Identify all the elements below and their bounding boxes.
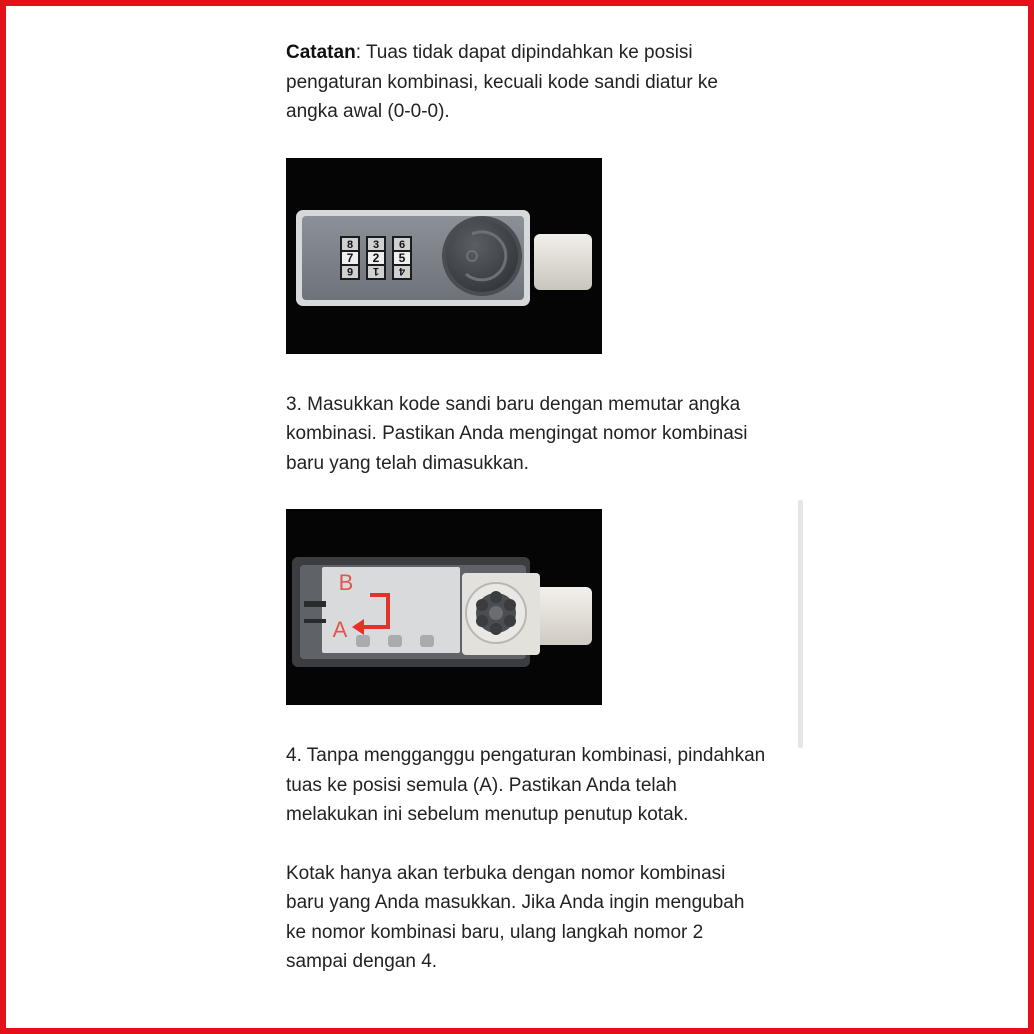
note-text: : Tuas tidak dapat dipindahkan ke posisi pengaturan kombinasi, kecuali kode sandi diatur ke angka awal (0-0-0). <box>286 42 718 122</box>
dial-3-top-digit: 6 <box>398 238 406 251</box>
latch-bolt <box>534 587 592 645</box>
dial-1 <box>340 236 360 280</box>
closing-paragraph: Kotak hanya akan terbuka dengan nomor kombinasi baru yang Anda masukkan. Jika Anda ingin mengubah ke nomor kombinasi baru, ulang langkah nomor 2 sampai dengan 4. <box>286 862 745 972</box>
dial-3-mid-digit: 5 <box>398 250 406 265</box>
instructions-content <box>286 38 766 977</box>
lock-interior-illustration <box>286 509 602 705</box>
step-3-paragraph: 3. Masukkan kode sandi baru dengan memutar angka kombinasi. Pastikan Anda mengingat nomor kombinasi baru yang telah dimasukkan. <box>286 393 748 474</box>
lock-dial-illustration <box>286 158 602 354</box>
lock-interior-photo <box>286 509 602 705</box>
position-a-label: A <box>332 617 348 642</box>
dial-3-bottom-digit: 4 <box>398 264 406 277</box>
dial-3 <box>392 236 412 280</box>
dial-1-mid-digit: 7 <box>346 250 354 265</box>
note-label: Catatan <box>286 42 356 63</box>
latch-bolt <box>534 234 592 290</box>
dial-2-top-digit: 3 <box>372 238 380 251</box>
dial-2-bottom-digit: 1 <box>372 264 380 277</box>
dial-2 <box>366 236 386 280</box>
scrollbar[interactable] <box>798 500 803 748</box>
position-b-label: B <box>338 570 354 595</box>
dial-2-mid-digit: 2 <box>372 250 380 265</box>
dial-1-bottom-digit: 6 <box>346 264 354 277</box>
note-paragraph <box>286 38 766 127</box>
lock-dial-photo <box>286 158 602 354</box>
step-4-paragraph: 4. Tanpa mengganggu pengaturan kombinasi, pindahkan tuas ke posisi semula (A). Pastikan Anda telah melakukan ini sebelum menutup penutup kotak. <box>286 745 766 825</box>
dial-1-top-digit: 8 <box>346 238 354 251</box>
knob-icon <box>442 216 522 296</box>
